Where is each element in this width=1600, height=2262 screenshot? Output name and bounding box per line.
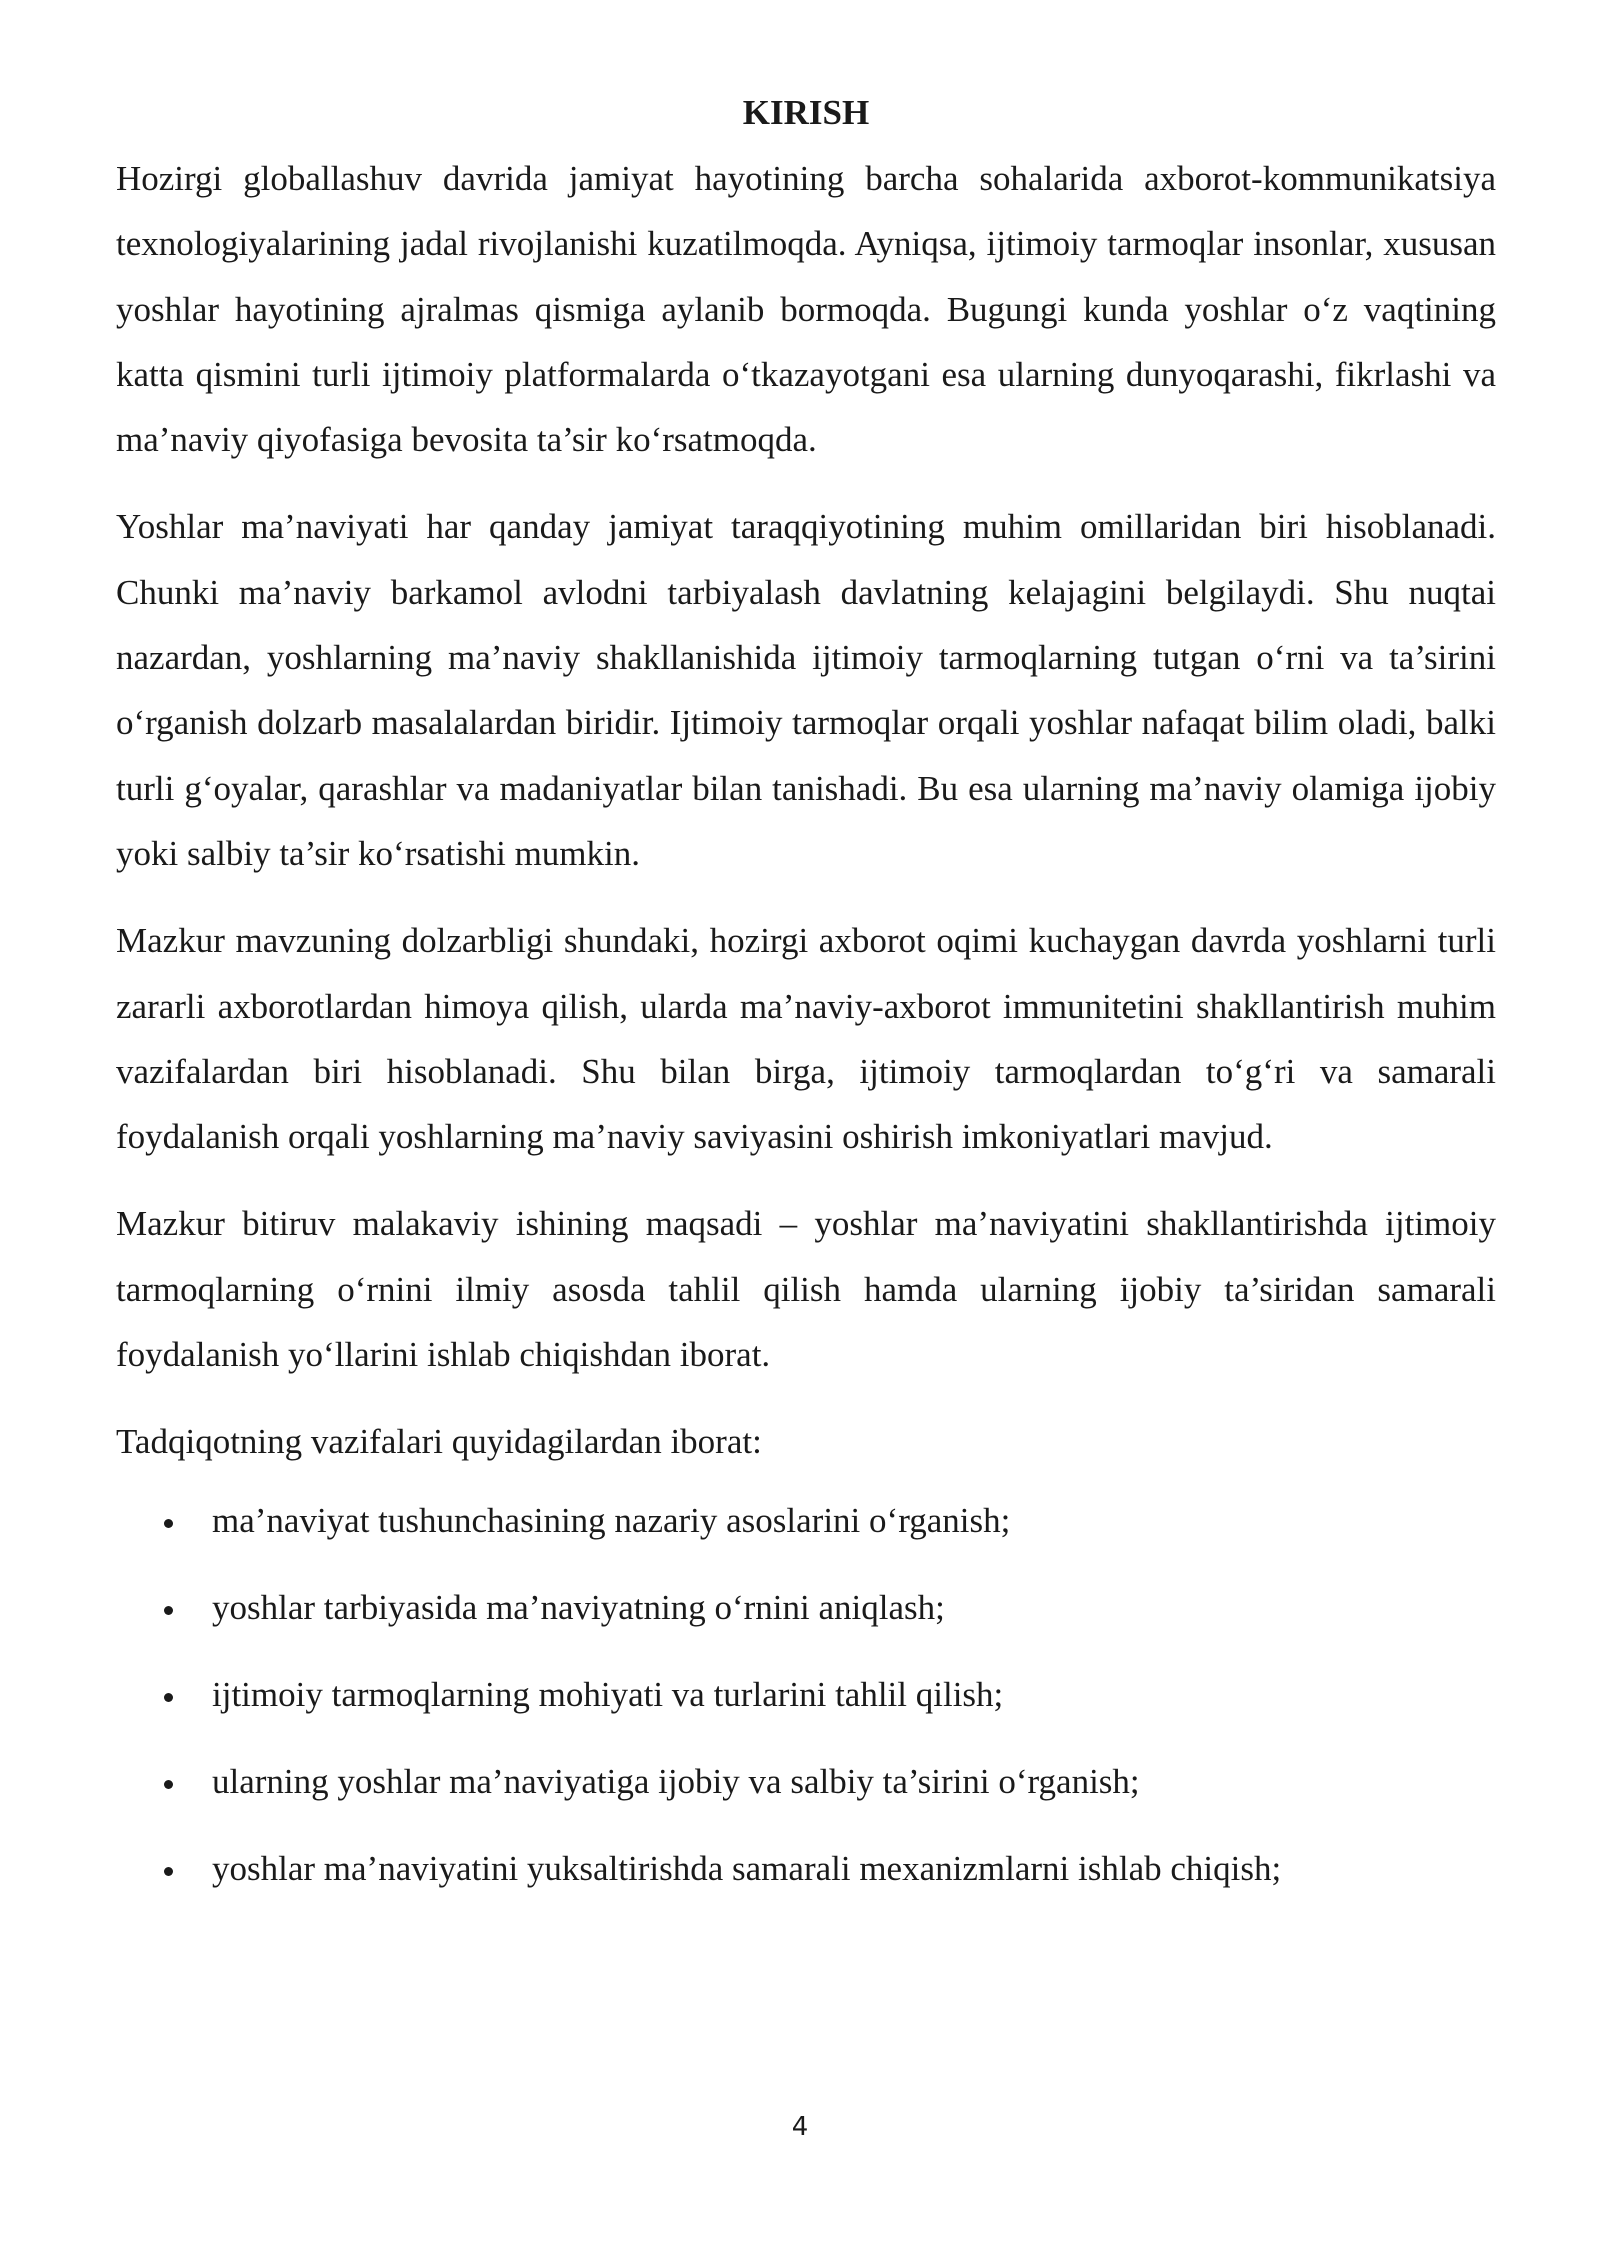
list-item: ularning yoshlar ma’naviyatiga ijobiy va salbiy ta’sirini o‘rganish; — [116, 1758, 1496, 1845]
paragraph-intro: Hozirgi globallashuv davrida jamiyat hayotining barcha sohalarida axborot-kommunikatsiya texnologiyalarining jadal rivojlanishi kuzatilmoqda. Ayniqsa, ijtimoiy tarmoqlar insonlar, xususan yoshlar hayotining ajralmas qismiga aylanib bormoqda. Bugungi kunda yoshlar o‘z vaqtining katta qismini turli ijtimoiy platformalarda o‘tkazayotgani esa ularning dunyoqarashi, fikrlashi va ma’naviy qiyofasiga bevosita ta’sir ko‘rsatmoqda. — [116, 159, 1496, 460]
list-item: yoshlar ma’naviyatini yuksaltirishda samarali mexanizmlarni ishlab chiqish; — [116, 1845, 1496, 1932]
list-item: ma’naviyat tushunchasining nazariy asoslarini o‘rganish; — [116, 1497, 1496, 1584]
list-item: ijtimoiy tarmoqlarning mohiyati va turlarini tahlil qilish; — [116, 1671, 1496, 1758]
paragraph-goal: Mazkur bitiruv malakaviy ishining maqsadi – yoshlar ma’naviyatini shakllantirishda ijtimoiy tarmoqlarning o‘rnini ilmiy asosda tahlil qilish hamda ularning ijobiy ta’siridan samarali foydalanish yo‘llarini ishlab chiqishdan iborat. — [116, 1204, 1496, 1375]
paragraph-youth-spirituality: Yoshlar ma’naviyati har qanday jamiyat taraqqiyotining muhim omillaridan biri hisoblanadi. Chunki ma’naviy barkamol avlodni tarbiyalash davlatning kelajagini belgilaydi. Shu nuqtai nazardan, yoshlarning ma’naviy shakllanishida ijtimoiy tarmoqlarning tutgan o‘rni va ta’sirini o‘rganish dolzarb masalalardan biridir. Ijtimoiy tarmoqlar orqali yoshlar nafaqat bilim oladi, balki turli g‘oyalar, qarashlar va madaniyatlar bilan tanishadi. Bu esa ularning ma’naviy olamiga ijobiy yoki salbiy ta’sir ko‘rsatishi mumkin. — [116, 507, 1496, 873]
page-content — [116, 88, 1496, 1932]
paragraph-relevance: Mazkur mavzuning dolzarbligi shundaki, hozirgi axborot oqimi kuchaygan davrda yoshlarni turli zararli axborotlardan himoya qilish, ularda ma’naviy-axborot immunitetini shakllantirish muhim vazifalardan biri hisoblanadi. Shu bilan birga, ijtimoiy tarmoqlardan to‘g‘ri va samarali foydalanish orqali yoshlarning ma’naviy saviyasini oshirish imkoniyatlari mavjud. — [116, 921, 1496, 1157]
task-list — [116, 1497, 1496, 1932]
page-number: 4 — [791, 2112, 809, 2142]
section-heading: KIRISH — [742, 93, 870, 132]
list-item: yoshlar tarbiyasida ma’naviyatning o‘rnini aniqlash; — [116, 1584, 1496, 1671]
paragraph-tasks-intro: Tadqiqotning vazifalari quyidagilardan iborat: — [116, 1422, 762, 1462]
